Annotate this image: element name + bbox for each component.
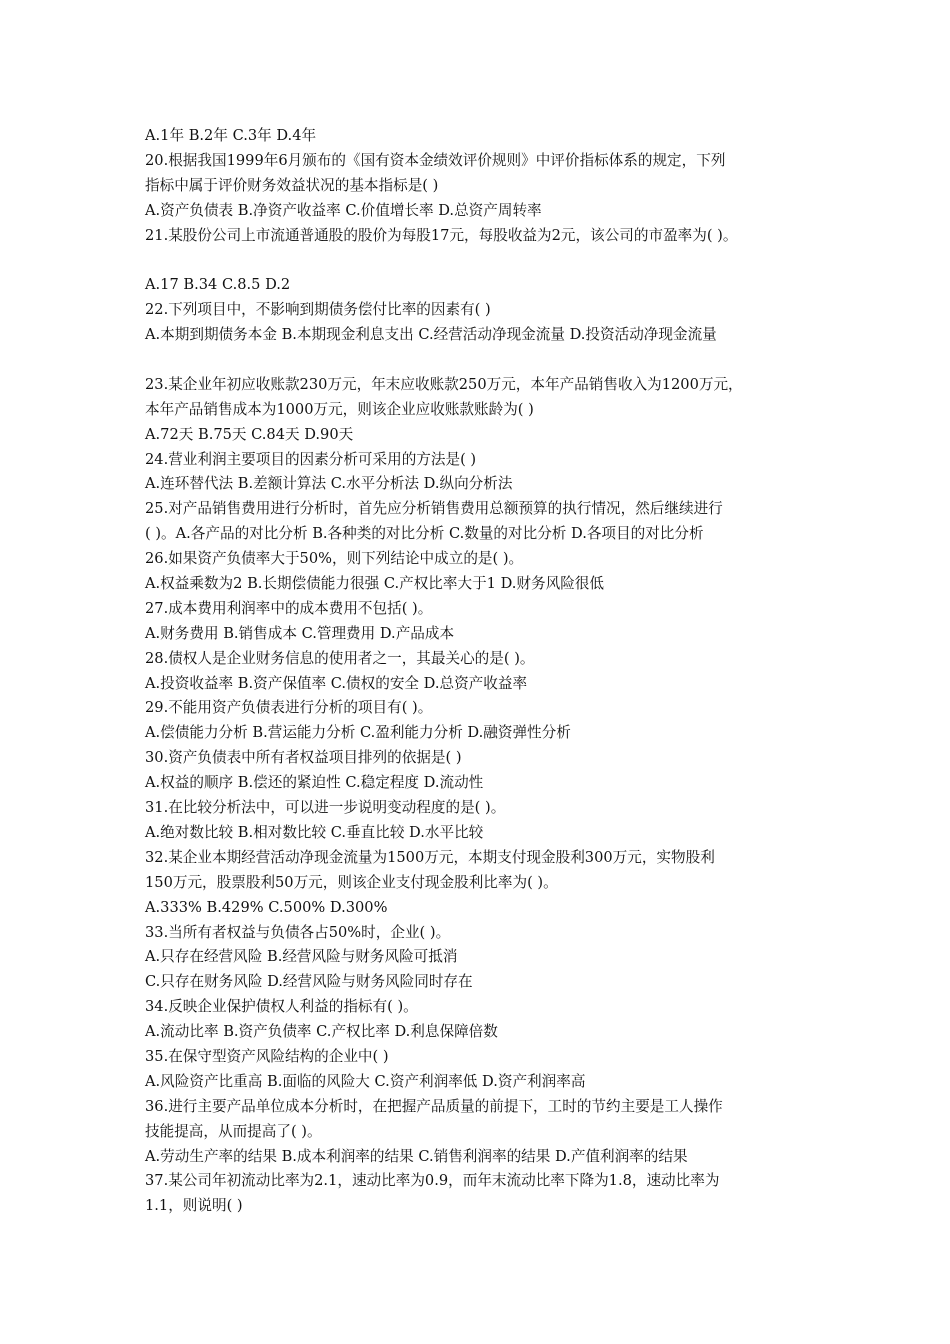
text-line: 35.在保守型资产风险结构的企业中( ): [145, 1047, 389, 1065]
text-line: A.权益的顺序 B.偿还的紧迫性 C.稳定程度 D.流动性: [145, 774, 484, 792]
text-line: 1.1，则说明( ): [145, 1197, 243, 1215]
text-line: A.风险资产比重高 B.面临的风险大 C.资产利润率低 D.资产利润率高: [145, 1072, 586, 1090]
text-line: A.偿债能力分析 B.营运能力分析 C.盈利能力分析 D.融资弹性分析: [145, 724, 571, 742]
text-line: 25.对产品销售费用进行分析时，首先应分析销售费用总额预算的执行情况，然后继续进行: [145, 500, 723, 518]
text-line: A.72天 B.75天 C.84天 D.90天: [145, 425, 354, 443]
text-line: A.333% B.429% C.500% D.300%: [145, 898, 388, 916]
text-line: 27.成本费用利润率中的成本费用不包括( )。: [145, 599, 433, 617]
text-line: A.本期到期债务本金 B.本期现金利息支出 C.经营活动净现金流量 D.投资活动净现金流量: [145, 326, 717, 344]
text-line: 29.不能用资产负债表进行分析的项目有( )。: [145, 699, 433, 717]
text-line: 28.债权人是企业财务信息的使用者之一，其最关心的是( )。: [145, 649, 535, 667]
text-line: A.财务费用 B.销售成本 C.管理费用 D.产品成本: [145, 624, 455, 642]
text-line: A.投资收益率 B.资产保值率 C.债权的安全 D.总资产收益率: [145, 674, 528, 692]
text-line: 指标中属于评价财务效益状况的基本指标是( ): [145, 176, 439, 194]
text-line: 33.当所有者权益与负债各占50%时，企业( )。: [145, 923, 451, 941]
text-line: A.绝对数比较 B.相对数比较 C.垂直比较 D.水平比较: [145, 823, 484, 841]
text-line: 24.营业利润主要项目的因素分析可采用的方法是( ): [145, 450, 477, 468]
text-line: A.流动比率 B.资产负债率 C.产权比率 D.利息保障倍数: [145, 1023, 498, 1041]
text-line: 37.某公司年初流动比率为2.1，速动比率为0.9，而年末流动比率下降为1.8，速动比率为: [145, 1172, 720, 1190]
text-line: A.资产负债表 B.净资产收益率 C.价值增长率 D.总资产周转率: [145, 201, 542, 219]
text-line: A.权益乘数为2 B.长期偿债能力很强 C.产权比率大于1 D.财务风险很低: [145, 575, 604, 593]
text-line: 32.某企业本期经营活动净现金流量为1500万元，本期支付现金股利300万元，实物股利: [145, 848, 715, 866]
text-line: 31.在比较分析法中，可以进一步说明变动程度的是( )。: [145, 799, 506, 817]
text-line: A.只存在经营风险 B.经营风险与财务风险可抵消: [145, 948, 458, 966]
blank-line: [145, 248, 825, 273]
text-line: A.劳动生产率的结果 B.成本利润率的结果 C.销售利润率的结果 D.产值利润率的结果: [145, 1147, 688, 1165]
text-line: A.17 B.34 C.8.5 D.2: [145, 276, 291, 294]
text-line: 本年产品销售成本为1000万元，则该企业应收账款账龄为( ): [145, 400, 534, 418]
text-line: 36.进行主要产品单位成本分析时，在把握产品质量的前提下，工时的节约主要是工人操作: [145, 1097, 723, 1115]
document-body: [145, 124, 825, 1219]
text-line: A.1年 B.2年 C.3年 D.4年: [145, 127, 317, 144]
text-line: 技能提高，从而提高了( )。: [145, 1122, 322, 1140]
text-line: 34.反映企业保护债权人利益的指标有( )。: [145, 998, 418, 1016]
text-line: 23.某企业年初应收账款230万元，年末应收账款250万元，本年产品销售收入为1200万元，: [145, 375, 743, 393]
text-line: 150万元，股票股利50万元，则该企业支付现金股利比率为( )。: [145, 873, 558, 891]
text-line: ( )。A.各产品的对比分析 B.各种类的对比分析 C.数量的对比分析 D.各项目的对比分析: [145, 525, 704, 543]
text-line: 26.如果资产负债率大于50%，则下列结论中成立的是( )。: [145, 550, 524, 568]
text-line: A.连环替代法 B.差额计算法 C.水平分析法 D.纵向分析法: [145, 475, 513, 493]
text-line: 30.资产负债表中所有者权益项目排列的依据是( ): [145, 749, 462, 767]
text-line: 20.根据我国1999年6月颁布的《国有资本金绩效评价规则》中评价指标体系的规定，下列: [145, 151, 726, 169]
blank-line: [145, 348, 825, 373]
text-line: 22.下列项目中，不影响到期债务偿付比率的因素有( ): [145, 301, 491, 319]
text-line: 21.某股份公司上市流通普通股的股价为每股17元，每股收益为2元，该公司的市盈率为( )。: [145, 226, 738, 244]
text-line: C.只存在财务风险 D.经营风险与财务风险同时存在: [145, 973, 473, 991]
